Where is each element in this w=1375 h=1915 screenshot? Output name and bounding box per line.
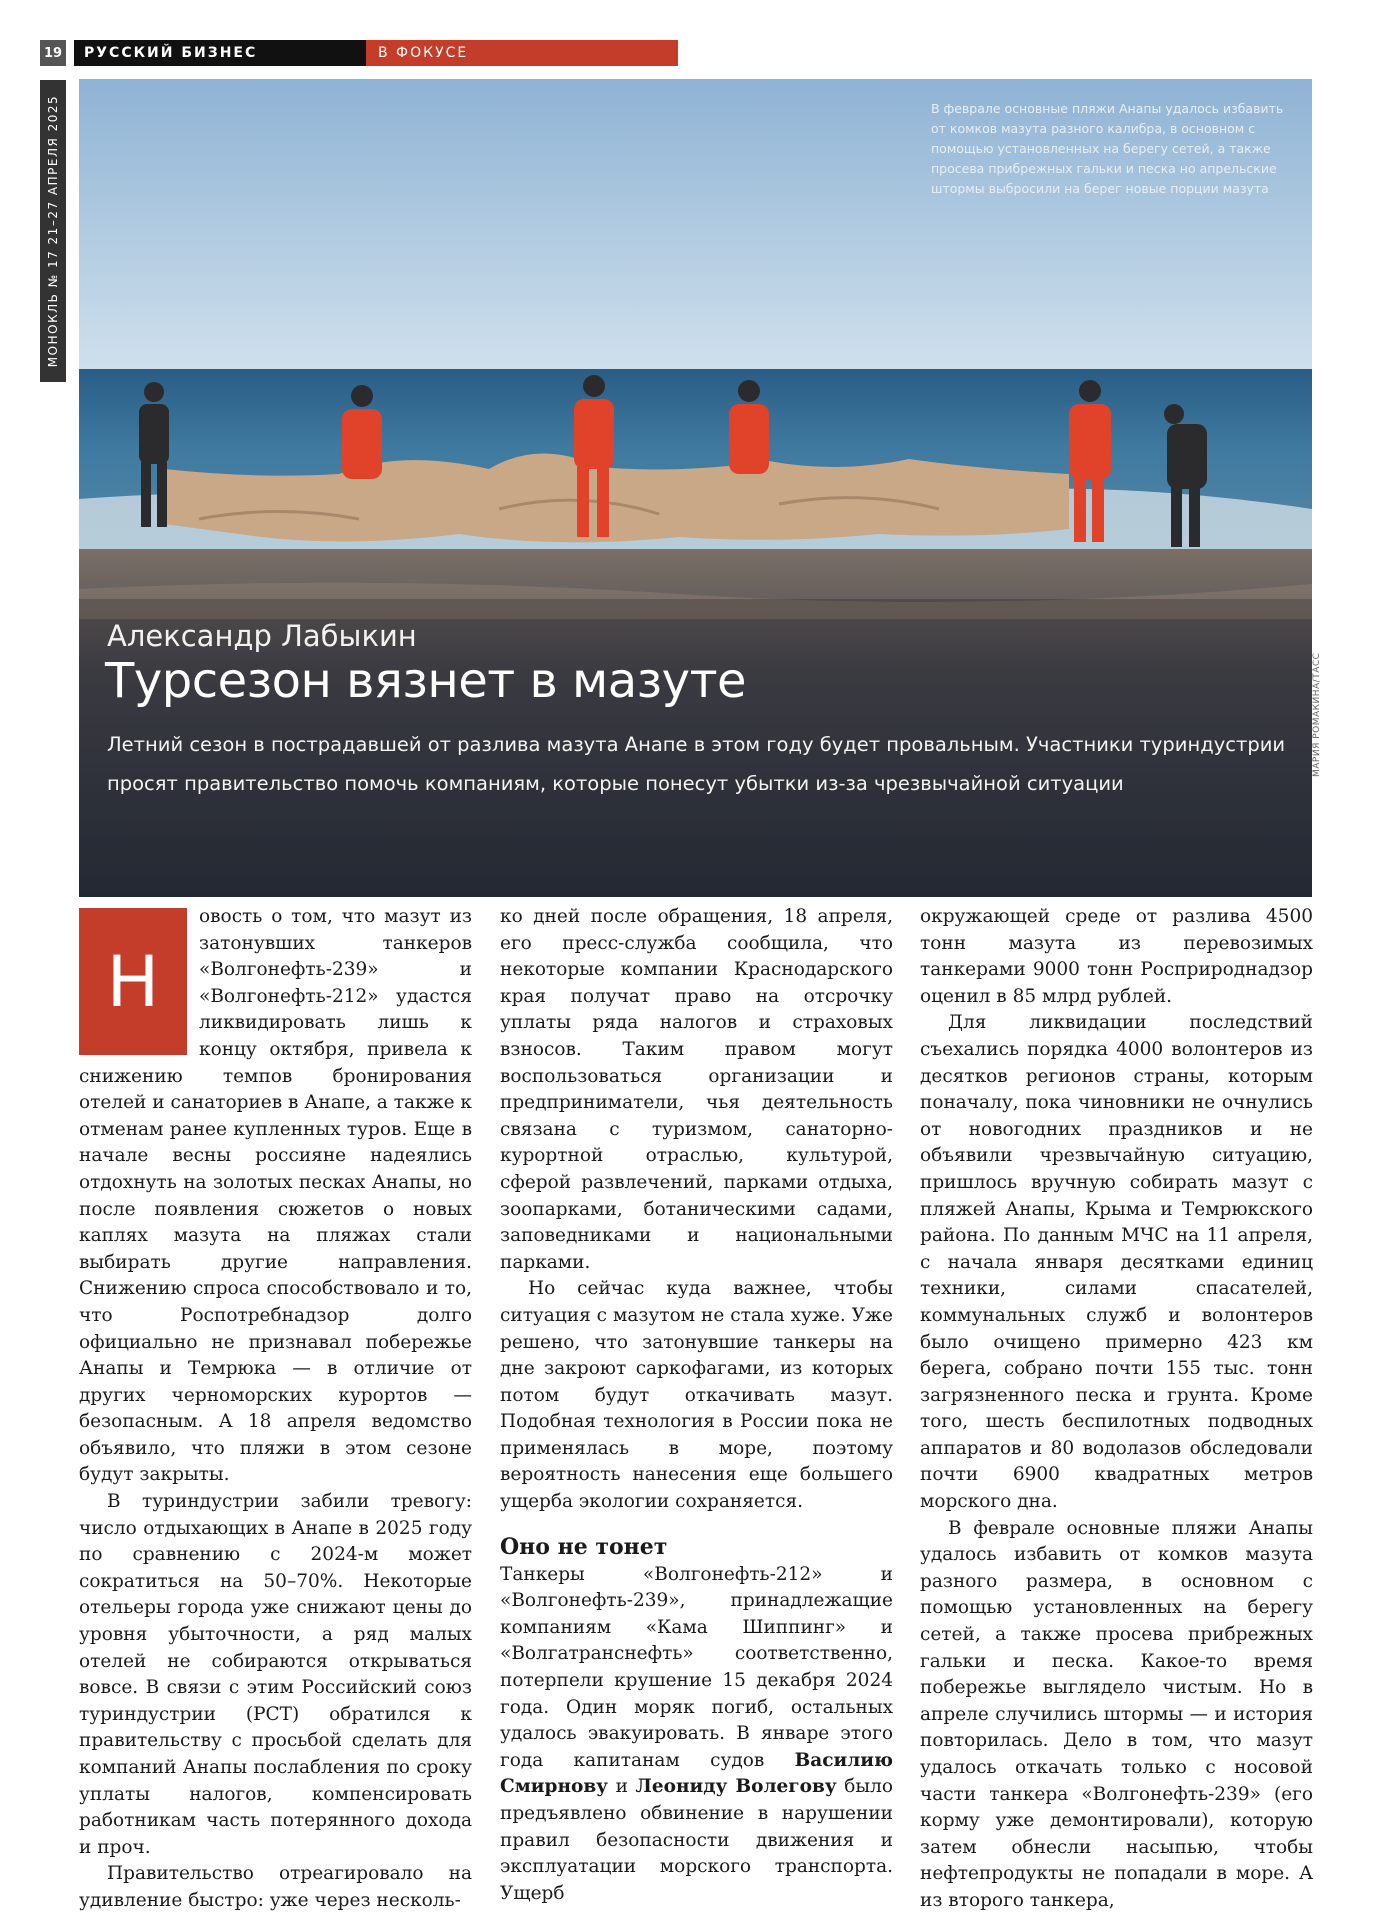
photo-credit: МАРИЯ РОМАКИНА/ТАСС	[1312, 652, 1322, 777]
paragraph: Правительство отреагировало на удивление быстро: уже через несколь-	[79, 1863, 472, 1911]
photo-caption: В феврале основные пляжи Анапы удалось избавить от комков мазута разного калибра, в основном с помощью установленных на берегу сетей, а также просева прибрежных гальки и песка но апрельские штормы выбросили на берег новые порции мазута	[931, 101, 1284, 196]
paragraph: ко дней после обращения, 18 апреля, его пресс-служба сообщила, что некоторые компании Краснодарского края получат право на отсрочку уплаты ряда налогов и страховых взносов. Таким правом могут воспользоваться организации и предприниматели, чья деятельность связана с туризмом, санаторно-курортной отраслью, культурой, сферой развлечений, парками отдыха, зоопарками, ботаническими садами, заповедниками и национальными парками.	[500, 906, 893, 1273]
paragraph: окружающей среде от разлива 4500 тонн мазута из перевозимых танкерами 9000 тонн Росприроднадзор оценил в 85 млрд рублей.	[920, 906, 1313, 1007]
article-column-1	[79, 904, 472, 1915]
paragraph-text: Танкеры «Волгонефть-212» и «Волгонефть-239», принадлежащие компаниям «Кама Шиппинг» и «Волгатранснефть» соответственно, потерпели крушение 15 декабря 2024 года. Один моряк погиб, остальных удалось эвакуировать. В январе этого года капитанам судов	[500, 1563, 893, 1771]
article-column-3	[920, 904, 1313, 1915]
paragraph	[500, 1562, 893, 1908]
article-lead: Летний сезон в пострадавшей от разлива мазута Анапе в этом году будет провальным. Участники туриндустрии просят правительство помочь компаниям, которые понесут убытки из-за чрезвычайной ситуации	[107, 733, 1286, 795]
rubric-label: В ФОКУСЕ	[366, 40, 678, 66]
article-title: Турсезон вязнет в мазуте	[105, 653, 747, 709]
subheading: Оно не тонет	[500, 1533, 668, 1560]
paragraph: Но сейчас куда важнее, чтобы ситуация с мазутом не стала хуже. Уже решено, что затонувшие танкеры на дне закроют саркофагами, из которых потом будут откачивать мазут. Подобная технология в России пока не применялась в море, поэтому вероятность нанесения еще большего ущерба экологии сохраняется.	[500, 1278, 893, 1513]
hero-photo	[79, 79, 1312, 897]
paragraph: овость о том, что мазут из затонувших танкеров «Волгонефть-239» и «Волгонефть-212» удастся ликвидировать лишь к концу октября, привела к снижению темпов бронирования отелей и санаториев в Анапе, а также к отменам ранее купленных туров. Еще в начале весны россияне надеялись отдохнуть на золотых песках Анапы, но после появления сюжетов о новых каплях мазута на пляжах стали выбирать другие направления. Снижению спроса способствовало и то, что Роспотребнадзор долго официально не признавал побережье Анапы и Темрюка — в отличие от других черноморских курортов — безопасным. А 18 апреля ведомство объявило, что пляжи в этом сезоне будут закрыты.	[79, 906, 472, 1486]
paragraph-text: и	[608, 1776, 636, 1798]
paragraph: Для ликвидации последствий съехались порядка 4000 волонтеров из десятков регионов страны, которым поначалу, пока чиновники не очнулись от новогодних праздников и не объявили чрезвычайную ситуацию, пришлось вручную собирать мазут с пляжей Анапы, Крыма и Темрюкского района. По данным МЧС на 11 апреля, с начала января десятками единиц техники, силами спасателей, коммунальных служб и волонтеров было очищено примерно 423 км берега, собрано почти 155 тыс. тонн загрязненного песка и грунта. Кроме того, шесть беспилотных подводных аппаратов и 80 водолазов обследовали почти 6900 квадратных метров морского дна.	[920, 1012, 1313, 1513]
captain-name: Василию Смирнову	[500, 1749, 893, 1798]
paragraph-text: было предъявлено обвинение в нарушении правил безопасности движения и эксплуатации морского транспорта. Ущерб	[500, 1776, 893, 1904]
article-author: Александр Лабыкин	[107, 619, 417, 653]
section-label: РУССКИЙ БИЗНЕС	[74, 40, 366, 66]
page-header	[40, 40, 678, 66]
page-number: 19	[40, 40, 66, 66]
paragraph: В туриндустрии забили тревогу: число отдыхающих в Анапе в 2025 году по сравнению с 2024-м может сократиться на 50–70%. Некоторые отельеры города уже снижают цены до уровня убыточности, а ряд малых отелей не собираются открываться вовсе. В связи с этим Российский союз туриндустрии (РСТ) обратился к правительству с просьбой сделать для компаний Анапы послабления по сроку уплаты налогов, компенсировать работникам часть потерянного дохода и проч.	[79, 1491, 472, 1858]
issue-info: МОНОКЛЬ № 17 21–27 АПРЕЛЯ 2025	[46, 94, 60, 368]
captain-name: Леониду Волегову	[635, 1776, 837, 1798]
paragraph: В феврале основные пляжи Анапы удалось избавить от комков мазута разного размера, в основном с помощью установленных на берегу сетей, а также просева прибрежных гальки и песка. Какое-то время побережье выглядело чистым. Но в апреле случились штормы — и история повторилась. Дело в том, что мазут удалось откачать только с носовой части танкера «Волгонефть-239» (его корму уже демонтировали), которую затем обнесли насыпью, чтобы нефтепродукты не попадали в море. А из второго танкера,	[920, 1517, 1313, 1911]
drop-cap: Н	[79, 908, 187, 1055]
article-column-2	[500, 904, 893, 1907]
